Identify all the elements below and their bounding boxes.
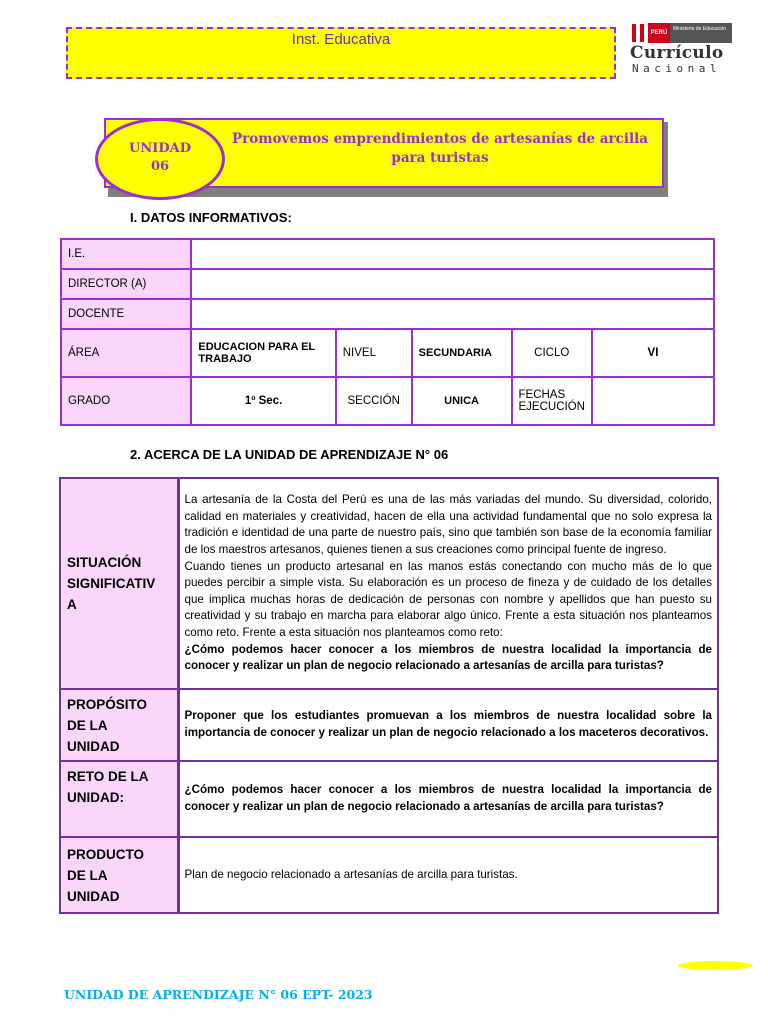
institution-title: Inst. Educativa	[291, 31, 391, 48]
unit-number-badge	[95, 118, 225, 200]
situacion-label-line3: A	[67, 597, 77, 612]
proposito-label-line1: PROPÓSITO	[67, 696, 148, 712]
section2-heading: 2. ACERCA DE LA UNIDAD DE APRENDIZAJE N° 06	[130, 447, 449, 462]
reto-label-line1: RETO DE LA	[67, 769, 149, 784]
producto-label-line2: DE LA	[67, 867, 108, 883]
ciclo-value: VI	[592, 329, 714, 377]
seccion-label: SECCIÓN	[336, 377, 412, 425]
datos-informativos-table	[60, 238, 715, 426]
section1-heading: I. DATOS INFORMATIVOS:	[130, 210, 292, 225]
situacion-paragraph2: Cuando tienes un producto artesanal en las manos estás conectando con mucho más de lo que puedes percibir a simple vista. Su elaboración es un proceso de fineza y de cuidado de los detalles que implica muchas horas de dedicación de personas con nombre y apellidos que han puesto su creatividad y su trabajo en marcha para elaborar algo único. Frente a esta situación nos planteamos como reto. Frente a esta situación nos planteamos como reto:	[184, 559, 712, 639]
producto-label-line3: UNIDAD	[67, 888, 120, 904]
producto-label-line1: PRODUCTO	[67, 846, 145, 862]
institution-box	[66, 27, 616, 79]
director-label: DIRECTOR (A)	[61, 269, 191, 299]
ciclo-label: CICLO	[512, 329, 592, 377]
unidad-aprendizaje-table	[59, 477, 719, 914]
curriculo-nacional-logo	[628, 22, 734, 76]
fechas-label-line1: FECHAS	[518, 389, 566, 401]
logo-country: PERÚ	[648, 23, 670, 43]
decorative-pill	[678, 961, 752, 970]
area-value-line2: TRABAJO	[198, 353, 252, 365]
reto-label	[60, 761, 178, 837]
unit-number: 06	[150, 159, 170, 174]
area-label: ÁREA	[61, 329, 191, 377]
unit-label: UNIDAD	[129, 141, 191, 156]
unit-title-line2: para turistas	[391, 150, 489, 166]
logo-brand-sub: Nacional	[632, 62, 721, 75]
proposito-text: Proponer que los estudiantes promuevan a los miembros de nuestra localidad sobre la importancia de conocer y realizar un plan de negocio relacionado a los maceteros decorativos.	[178, 689, 718, 761]
ie-label: I.E.	[61, 239, 191, 269]
proposito-label	[60, 689, 178, 761]
unit-title-line1: Promovemos emprendimientos de artesanías de arcilla	[231, 131, 649, 147]
situacion-label-line1: SITUACIÓN	[67, 555, 142, 570]
director-value	[191, 269, 714, 299]
proposito-label-line2: DE LA	[67, 717, 108, 733]
grado-label: GRADO	[61, 377, 191, 425]
situacion-label-line2: SIGNIFICATIV	[67, 576, 156, 591]
logo-ministry: Ministerio de Educación	[670, 23, 732, 43]
nivel-label: NIVEL	[336, 329, 412, 377]
producto-text: Plan de negocio relacionado a artesanías de arcilla para turistas.	[178, 837, 718, 913]
fechas-value	[592, 377, 714, 425]
seccion-value: UNICA	[412, 377, 512, 425]
fechas-label	[512, 377, 592, 425]
area-value-line1: EDUCACION PARA EL	[198, 341, 316, 353]
docente-value	[191, 299, 714, 329]
unit-title	[224, 130, 656, 168]
ie-value	[191, 239, 714, 269]
situacion-content	[178, 478, 718, 689]
footer-text: UNIDAD DE APRENDIZAJE N° 06 EPT- 2023	[64, 987, 373, 1002]
nivel-value: SECUNDARIA	[412, 329, 512, 377]
proposito-label-line3: UNIDAD	[67, 738, 120, 754]
situacion-paragraph1: La artesanía de la Costa del Perú es una de las más variadas del mundo. Su diversidad, colorido, calidad en materiales y creatividad, hacen de ella una actividad fundamental que no solo expresa la tradición e identidad de una parte de nuestro país, sino que también son base de la economía familiar de los maestros artesanos, quienes tienen a sus creaciones como principal fuente de ingreso.	[184, 493, 712, 557]
peru-shield-icon	[632, 24, 644, 42]
reto-text: ¿Cómo podemos hacer conocer a los miembros de nuestra localidad la importancia de conocer y realizar un plan de negocio relacionado a artesanías de arcilla para turistas?	[178, 761, 718, 837]
reto-label-line2: UNIDAD:	[67, 790, 124, 805]
area-value	[191, 329, 335, 377]
logo-brand: Currículo	[630, 43, 724, 63]
producto-label	[60, 837, 178, 913]
grado-value: 1º Sec.	[191, 377, 335, 425]
situacion-question: ¿Cómo podemos hacer conocer a los miembros de nuestra localidad la importancia de conocer y realizar un plan de negocio relacionado a artesanías de arcilla para turistas?	[184, 642, 712, 673]
fechas-label-line2: EJECUCIÓN	[518, 401, 585, 413]
situacion-label	[60, 478, 178, 689]
docente-label: DOCENTE	[61, 299, 191, 329]
